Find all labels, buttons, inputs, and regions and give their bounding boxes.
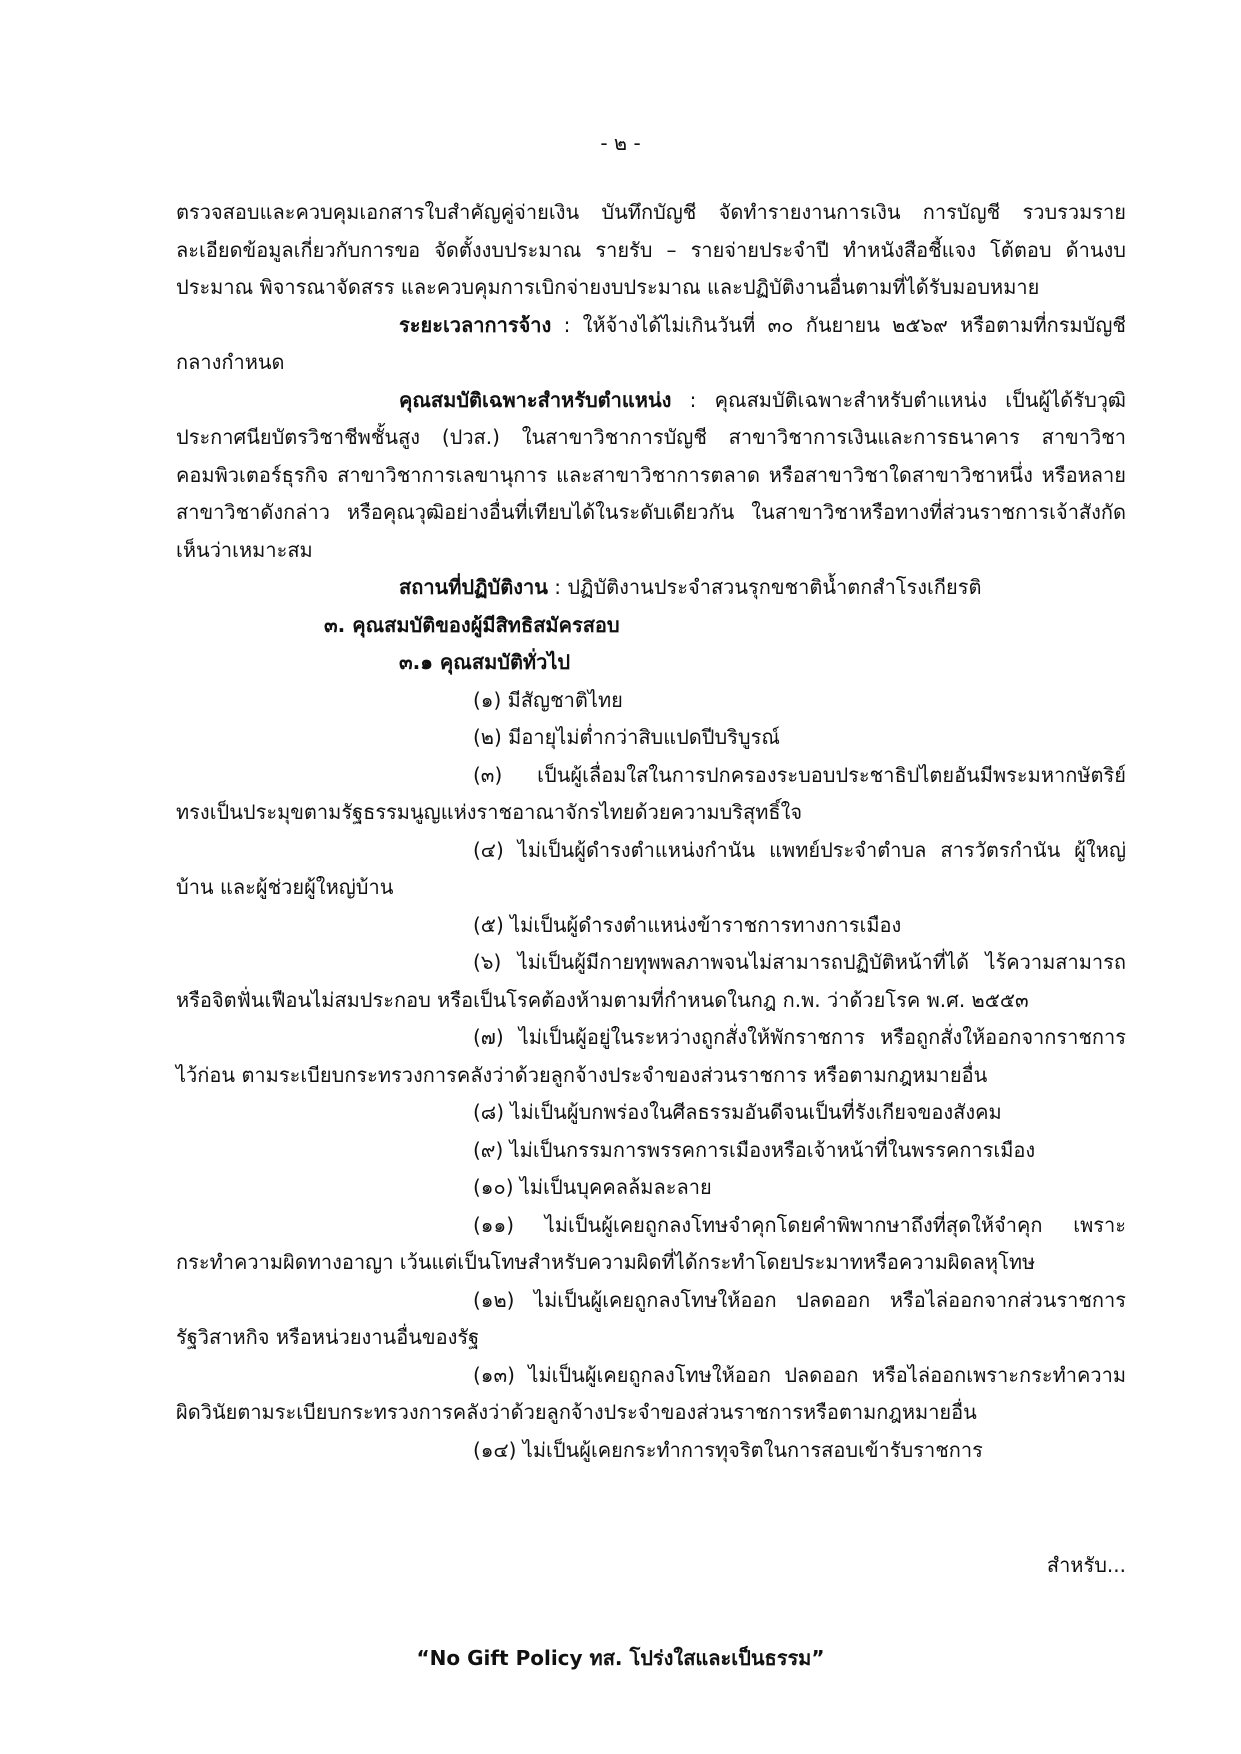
list-item: (๔) ไม่เป็นผู้ดำรงตำแหน่งกำนัน แพทย์ประจำตำบล สารวัตรกำนัน ผู้ใหญ่บ้าน และผู้ช่วยผู้ใหญ่บ้าน: [176, 837, 1126, 899]
workplace: [176, 569, 1126, 607]
list-item: (๑๒) ไม่เป็นผู้เคยถูกลงโทษให้ออก ปลดออก หรือไล่ออกจากส่วนราชการ รัฐวิสาหกิจ หรือหน่วยงานอื่นของรัฐ: [176, 1287, 1126, 1349]
list-item: (๓) เป็นผู้เลื่อมใสในการปกครองระบอบประชาธิปไตยอันมีพระมหากษัตริย์ทรงเป็นประมุขตามรัฐธรรมนูญแห่งราชอาณาจักรไทยด้วยความบริสุทธิ์ใจ: [176, 762, 1126, 824]
list-item: (๖) ไม่เป็นผู้มีกายทุพพลภาพจนไม่สามารถปฏิบัติหน้าที่ได้ ไร้ความสามารถ หรือจิตฟั่นเฟือนไม่สมประกอบ หรือเป็นโรคต้องห้ามตามที่กำหนดในกฎ ก.พ. ว่าด้วยโรค พ.ศ. ๒๕๕๓: [176, 950, 1126, 1012]
intro-paragraph: ตรวจสอบและควบคุมเอกสารใบสำคัญคู่จ่ายเงิน บันทึกบัญชี จัดทำรายงานการเงิน การบัญชี รวบรวมรายละเอียดข้อมูลเกี่ยวกับการขอ จัดตั้งงบประมาณ รายรับ – รายจ่ายประจำปี ทำหนังสือชี้แจง โต้ตอบ ด้านงบประมาณ พิจารณาจัดสรร และควบคุมการเบิกจ่ายงบประมาณ และปฏิบัติงานอื่นตามที่ได้รับมอบหมาย: [176, 200, 1126, 299]
footer-slogan: “No Gift Policy ทส. โปร่งใสและเป็นธรรม”: [416, 1646, 825, 1670]
employment-period-text: : ให้จ้างได้ไม่เกินวันที่ ๓๐ กันยายน ๒๕๖๙ หรือตามที่กรมบัญชีกลางกำหนด: [176, 312, 1126, 374]
continued-marker: สำหรับ...: [1046, 1553, 1126, 1577]
list-item: (๙) ไม่เป็นกรรมการพรรคการเมืองหรือเจ้าหน้าที่ในพรรคการเมือง: [473, 1137, 1036, 1162]
list-item: (๑๔) ไม่เป็นผู้เคยกระทำการทุจริตในการสอบเข้ารับราชการ: [473, 1437, 983, 1462]
list-item: (๑๑) ไม่เป็นผู้เคยถูกลงโทษจำคุกโดยคำพิพากษาถึงที่สุดให้จำคุก เพราะกระทำความผิดทางอาญา เว้นแต่เป็นโทษสำหรับความผิดที่ได้กระทำโดยประมาทหรือความผิดลหุโทษ: [176, 1212, 1126, 1274]
list-item: (๕) ไม่เป็นผู้ดำรงตำแหน่งข้าราชการทางการเมือง: [473, 912, 902, 937]
employment-period: [176, 307, 1126, 382]
list-item: (๑๓) ไม่เป็นผู้เคยถูกลงโทษให้ออก ปลดออก หรือไล่ออกเพราะกระทำความผิดวินัยตามระเบียบกระทรวงการคลังว่าด้วยลูกจ้างประจำของส่วนราชการหรือตามกฎหมายอื่น: [176, 1362, 1126, 1424]
list-item: (๒) มีอายุไม่ต่ำกว่าสิบแปดปีบริบูรณ์: [473, 725, 780, 749]
list-item: (๗) ไม่เป็นผู้อยู่ในระหว่างถูกสั่งให้พักราชการ หรือถูกสั่งให้ออกจากราชการไว้ก่อน ตามระเบียบกระทรวงการคลังว่าด้วยลูกจ้างประจำของส่วนราชการ หรือตามกฎหมายอื่น: [176, 1025, 1126, 1087]
page-number: - ๒ -: [600, 131, 641, 155]
workplace-label: สถานที่ปฏิบัติงาน: [399, 575, 548, 599]
position-qualification-text: : คุณสมบัติเฉพาะสำหรับตำแหน่ง เป็นผู้ได้รับวุฒิประกาศนียบัตรวิชาชีพชั้นสูง (ปวส.) ในสาขาวิชาการบัญชี สาขาวิชาการเงินและการธนาคาร สาขาวิชาคอมพิวเตอร์ธุรกิจ สาขาวิชาการเลขานุการ และสาขาวิชาการตลาด หรือสาขาวิชาใดสาขาวิชาหนึ่ง หรือหลายสาขาวิชาดังกล่าว หรือคุณวุฒิอย่างอื่นที่เทียบได้ในระดับเดียวกัน ในสาขาวิชาหรือทางที่ส่วนราชการเจ้าสังกัดเห็นว่าเหมาะสม: [176, 387, 1126, 562]
list-item: (๘) ไม่เป็นผู้บกพร่องในศีลธรรมอันดีจนเป็นที่รังเกียจของสังคม: [473, 1100, 1002, 1124]
document-body: [176, 194, 1126, 1469]
employment-period-label: ระยะเวลาการจ้าง: [399, 312, 552, 337]
section-3-heading: ๓. คุณสมบัติของผู้มีสิทธิสมัครสอบ: [324, 612, 620, 637]
workplace-text: : ปฏิบัติงานประจำสวนรุกขชาติน้ำตกสำโรงเกียรติ: [547, 575, 982, 599]
list-item: (๑) มีสัญชาติไทย: [473, 687, 623, 712]
position-qualification: [176, 382, 1126, 570]
section-3-1-heading: ๓.๑ คุณสมบัติทั่วไป: [399, 650, 571, 674]
position-qualification-label: คุณสมบัติเฉพาะสำหรับตำแหน่ง: [399, 387, 672, 412]
list-item: (๑๐) ไม่เป็นบุคคลล้มละลาย: [473, 1175, 712, 1199]
